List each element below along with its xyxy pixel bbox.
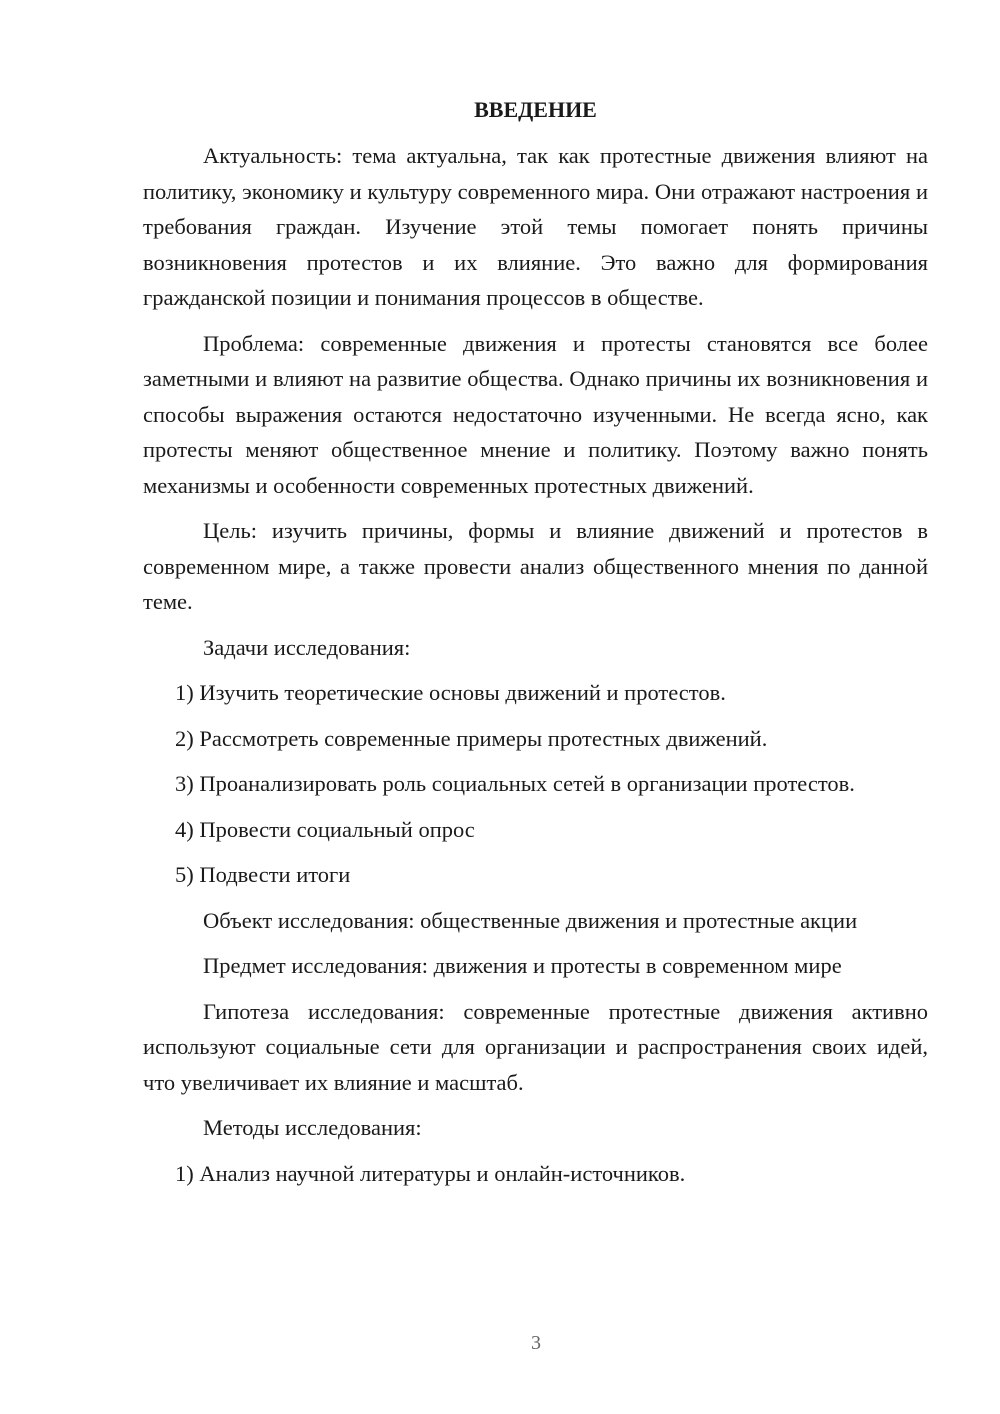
research-hypothesis: Гипотеза исследования: современные протестные движения активно используют социальные сети для организации и распространения своих идей, что увеличивает их влияние и масштаб. <box>143 998 928 1095</box>
task-item-2: 2) Рассмотреть современные примеры протестных движений. <box>175 725 768 751</box>
methods-title: Методы исследования: <box>203 1115 422 1140</box>
research-object: Объект исследования: общественные движения и протестные акции <box>203 907 858 933</box>
goal-paragraph: Цель: изучить причины, формы и влияние движений и протестов в современном мире, а также провести анализ общественного мнения по данной теме. <box>143 518 928 614</box>
page-number: 3 <box>531 1332 541 1354</box>
section-heading: ВВЕДЕНИЕ <box>474 97 597 122</box>
problem-paragraph: Проблема: современные движения и протесты становятся все более заметными и влияют на развитие общества. Однако причины их возникновения и способы выражения остаются недостаточно изученными. Не всегда ясно, как протесты меняют общественное мнение и политику. Поэтому важно понять механизмы и особенности современных протестных движений. <box>143 330 928 498</box>
page-content <box>143 92 928 1201</box>
tasks-title: Задачи исследования: <box>203 634 411 660</box>
research-subject: Предмет исследования: движения и протесты в современном мире <box>203 953 842 978</box>
method-item-1: 1) Анализ научной литературы и онлайн-источников. <box>175 1160 686 1186</box>
relevance-paragraph: Актуальность: тема актуальна, так как протестные движения влияют на политику, экономику и культуру современного мира. Они отражают настроения и требования граждан. Изучение этой темы помогает понять причины возникновения протестов и их влияние. Это важно для формирования гражданской позиции и понимания процессов в обществе. <box>143 143 928 310</box>
task-item-5: 5) Подвести итоги <box>175 862 351 887</box>
task-item-1: 1) Изучить теоретические основы движений и протестов. <box>175 680 726 705</box>
task-item-3: 3) Проанализировать роль социальных сетей в организации протестов. <box>175 771 855 796</box>
task-item-4: 4) Провести социальный опрос <box>175 816 475 842</box>
